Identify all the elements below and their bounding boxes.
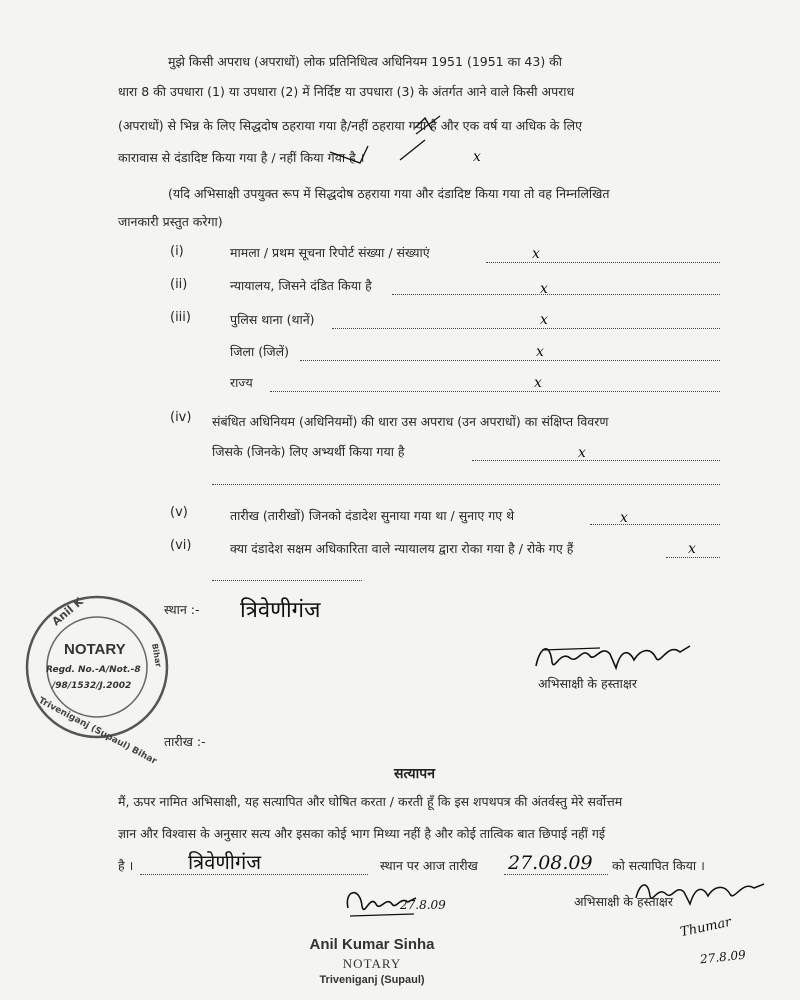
item-vi-blank-2 <box>212 580 362 581</box>
verification-heading: सत्यापन <box>394 766 435 782</box>
seal-top-text: Anil K <box>49 595 86 629</box>
para2-line2: जानकारी प्रस्तुत करेगा) <box>118 214 223 229</box>
item-ii-number: (ii) <box>170 277 188 292</box>
item-v-cross-mark: x <box>620 510 628 526</box>
verification-date-blank <box>504 874 608 875</box>
verification-place-value: त्रिवेणीगंज <box>188 850 262 874</box>
item-iv-blank-2 <box>212 484 720 485</box>
item-ii-blank <box>392 294 720 295</box>
notary-title: NOTARY <box>342 956 402 971</box>
notary-place: Triveniganj (Supaul) <box>319 974 425 986</box>
district-label: जिला (जिलें) <box>230 344 289 359</box>
item-iv-line2: जिसके (जिनके) लिए अभ्यर्थी किया गया है <box>212 444 405 459</box>
date-label: तारीख :- <box>164 734 206 749</box>
item-iv-cross-mark: x <box>578 445 586 461</box>
place-handwritten-value: त्रिवेणीगंज <box>240 598 321 623</box>
seal-number: /98/1532/J.2002 <box>52 681 132 691</box>
item-vi-number: (vi) <box>170 538 192 553</box>
seal-title: NOTARY <box>64 641 126 658</box>
item-iv-blank <box>472 460 720 461</box>
notary-sign-date: 27.8.09 <box>400 898 446 912</box>
para1-line2: धारा 8 की उपधारा (1) या उपधारा (2) में निर्दिष्ट या उपधारा (3) के अंतर्गत आने वाले किसी अपराध <box>118 84 575 99</box>
item-vi-blank <box>666 557 720 558</box>
item-i-cross-mark: x <box>532 246 540 262</box>
item-iii-number: (iii) <box>170 310 191 325</box>
notary-name: Anil Kumar Sinha <box>309 936 435 953</box>
margin-note-text: Thumar <box>679 914 733 941</box>
para1-cross-mark: x <box>473 149 481 165</box>
item-ii-cross-mark: x <box>540 281 548 297</box>
item-i-blank <box>486 262 720 263</box>
item-iii-blank <box>332 328 720 329</box>
item-iii-label: पुलिस थाना (थानें) <box>230 312 315 327</box>
item-iii-cross-mark: x <box>540 312 548 328</box>
deponent-signature <box>530 632 700 682</box>
item-i-number: (i) <box>170 244 184 259</box>
item-v-number: (v) <box>170 505 188 520</box>
deponent-signature-label: अभिसाक्षी के हस्ताक्षर <box>538 676 637 691</box>
verification-date-value: 27.08.09 <box>508 852 593 874</box>
verification-signature-label: अभिसाक्षी के हस्ताक्षर <box>574 894 673 909</box>
item-iv-line1: संबंधित अधिनियम (अधिनियमों) की धारा उस अपराध (उन अपराधों) का संक्षिप्त विवरण <box>212 414 609 429</box>
item-v-label: तारीख (तारीखों) जिनको दंडादेश सुनाया गया था / सुनाए गए थे <box>230 508 515 523</box>
para1-line4: कारावास से दंडादिष्ट किया गया है / नहीं किया गया है । <box>118 150 365 165</box>
verification-line2: ज्ञान और विश्वास के अनुसार सत्य और इसका कोई भाग मिथ्या नहीं है और कोई तात्विक बात छिपाई नहीं गई <box>118 826 606 841</box>
place-label: स्थान :- <box>164 602 200 617</box>
verification-line3-suffix: को सत्यापित किया । <box>612 858 705 873</box>
seal-right-text: Bihar <box>150 642 164 668</box>
verification-line3-mid: स्थान पर आज तारीख <box>380 858 478 873</box>
state-label: राज्य <box>230 375 253 390</box>
item-i-label: मामला / प्रथम सूचना रिपोर्ट संख्या / संख्याएं <box>230 245 430 260</box>
notary-seal <box>22 592 172 767</box>
para1-line1: मुझे किसी अपराध (अपराधों) लोक प्रतिनिधित्व अधिनियम 1951 (1951 का 43) की <box>168 54 563 69</box>
para2-line1: (यदि अभिसाक्षी उपयुक्त रूप में सिद्धदोष ठहराया गया और दंडादिष्ट किया गया तो वह निम्नलिखित <box>168 186 610 201</box>
seal-bottom-text: Triveniganj (Supaul) Bihar <box>36 695 159 767</box>
verification-line3-prefix: है । <box>118 858 134 873</box>
district-blank <box>300 360 720 361</box>
state-cross-mark: x <box>534 375 542 391</box>
item-v-blank <box>590 524 720 525</box>
margin-note-date: 27.8.09 <box>699 947 747 967</box>
state-blank <box>270 391 720 392</box>
verification-line1: मैं, ऊपर नामित अभिसाक्षी, यह सत्यापित और घोषित करता / करती हूँ कि इस शपथपत्र की अंतर्वस्तु मेरे सर्वोत्तम <box>118 794 623 809</box>
item-iv-number: (iv) <box>170 410 192 425</box>
para1-line3: (अपराधों) से भिन्न के लिए सिद्धदोष ठहराया गया है/नहीं ठहराया गया है और एक वर्ष या अधिक के लिए <box>118 118 582 133</box>
item-ii-label: न्यायालय, जिसने दंडित किया है <box>230 278 372 293</box>
district-cross-mark: x <box>536 344 544 360</box>
item-vi-cross-mark: x <box>688 541 696 557</box>
seal-regd: Regd. No.-A/Not.-8 <box>46 665 141 675</box>
item-vi-label: क्या दंडादेश सक्षम अधिकारिता वाले न्यायालय द्वारा रोका गया है / रोके गए हैं <box>230 541 574 556</box>
